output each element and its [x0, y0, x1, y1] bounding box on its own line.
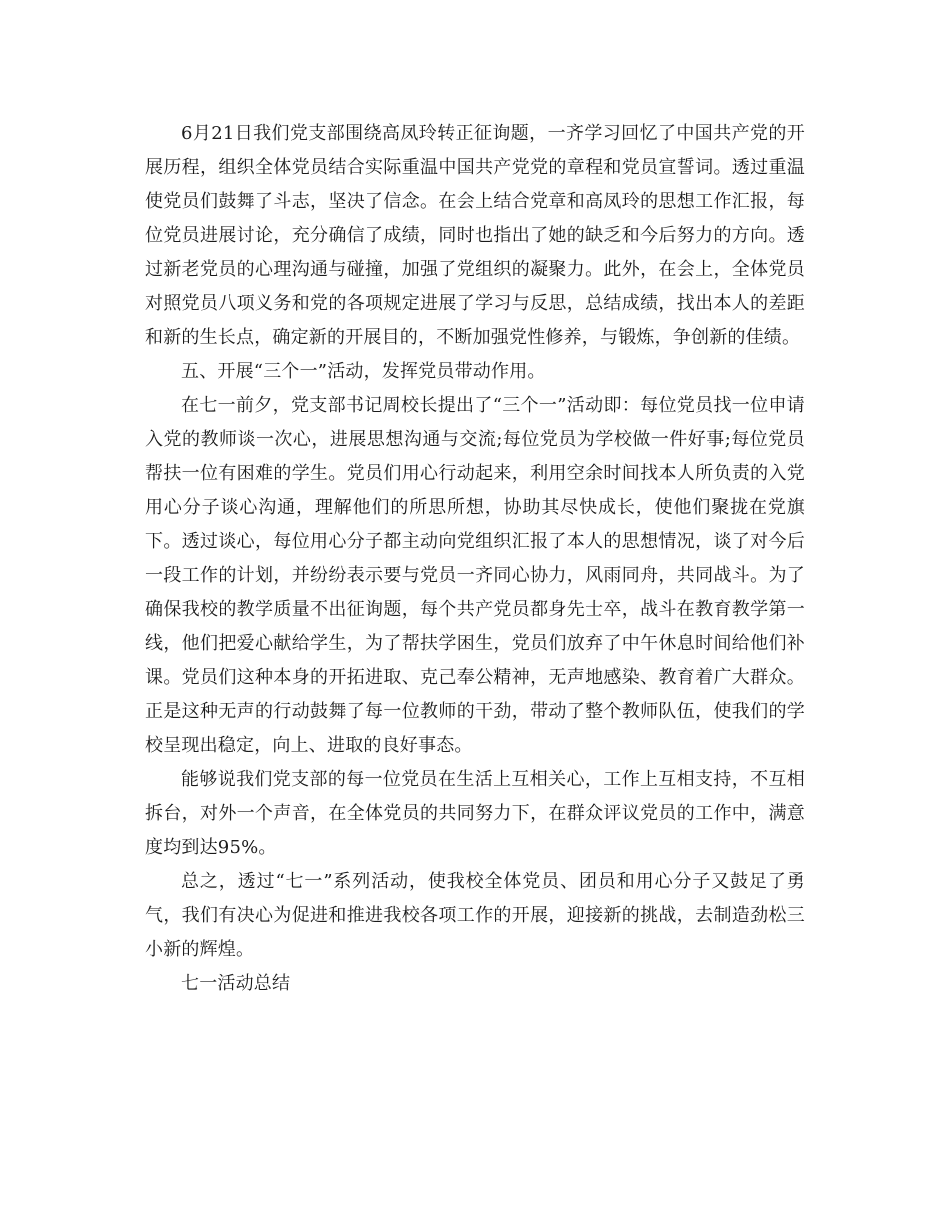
closing-title: 七一活动总结	[181, 973, 291, 994]
paragraph-satisfaction: 能够说我们党支部的每一位党员在生活上互相关心，工作上互相支持，不互相拆台，对外一个声音，在全体党员的共同努力下，在群众评议党员的工作中，满意度均到达95%。	[145, 769, 805, 858]
document-body	[145, 117, 805, 1001]
paragraph-conclusion: 总之，透过“七一”系列活动，使我校全体党员、团员和用心分子又鼓足了勇气，我们有决心为促进和推进我校各项工作的开展，迎接新的挑战，去制造劲松三小新的辉煌。	[145, 871, 805, 960]
section-heading-five: 五、开展“三个一”活动，发挥党员带动作用。	[181, 361, 546, 382]
paragraph-meeting-review: 6月21日我们党支部围绕高凤玲转正征询题，一齐学习回忆了中国共产党的开展历程，组织全体党员结合实际重温中国共产党党的章程和党员宣誓词。透过重温使党员们鼓舞了斗志，坚决了信念。在会上结合党章和高凤玲的思想工作汇报，每位党员进展讨论，充分确信了成绩，同时也指出了她的缺乏和今后努力的方向。透过新老党员的心理沟通与碰撞，加强了党组织的凝聚力。此外，在会上，全体党员对照党员八项义务和党的各项规定进展了学习与反思，总结成绩，找出本人的差距和新的生长点，确定新的开展目的，不断加强党性修养，与锻炼，争创新的佳绩。	[145, 123, 805, 348]
paragraph-three-ones-activity: 在七一前夕，党支部书记周校长提出了“三个一”活动即：每位党员找一位申请入党的教师谈一次心，进展思想沟通与交流;每位党员为学校做一件好事;每位党员帮扶一位有困难的学生。党员们用心行动起来，利用空余时间找本人所负责的入党用心分子谈心沟通，理解他们的所思所想，协助其尽快成长，使他们聚拢在党旗下。透过谈心，每位用心分子都主动向党组织汇报了本人的思想情况，谈了对今后一段工作的计划，并纷纷表示要与党员一齐同心协力，风雨同舟，共同战斗。为了确保我校的教学质量不出征询题，每个共产党员都身先士卒，战斗在教育教学第一线，他们把爱心献给学生，为了帮扶学困生，党员们放弃了中午休息时间给他们补课。党员们这种本身的开拓进取、克己奉公精神，无声地感染、教育着广大群众。正是这种无声的行动鼓舞了每一位教师的干劲，带动了整个教师队伍，使我们的学校呈现出稳定，向上、进取的良好事态。	[145, 395, 805, 756]
